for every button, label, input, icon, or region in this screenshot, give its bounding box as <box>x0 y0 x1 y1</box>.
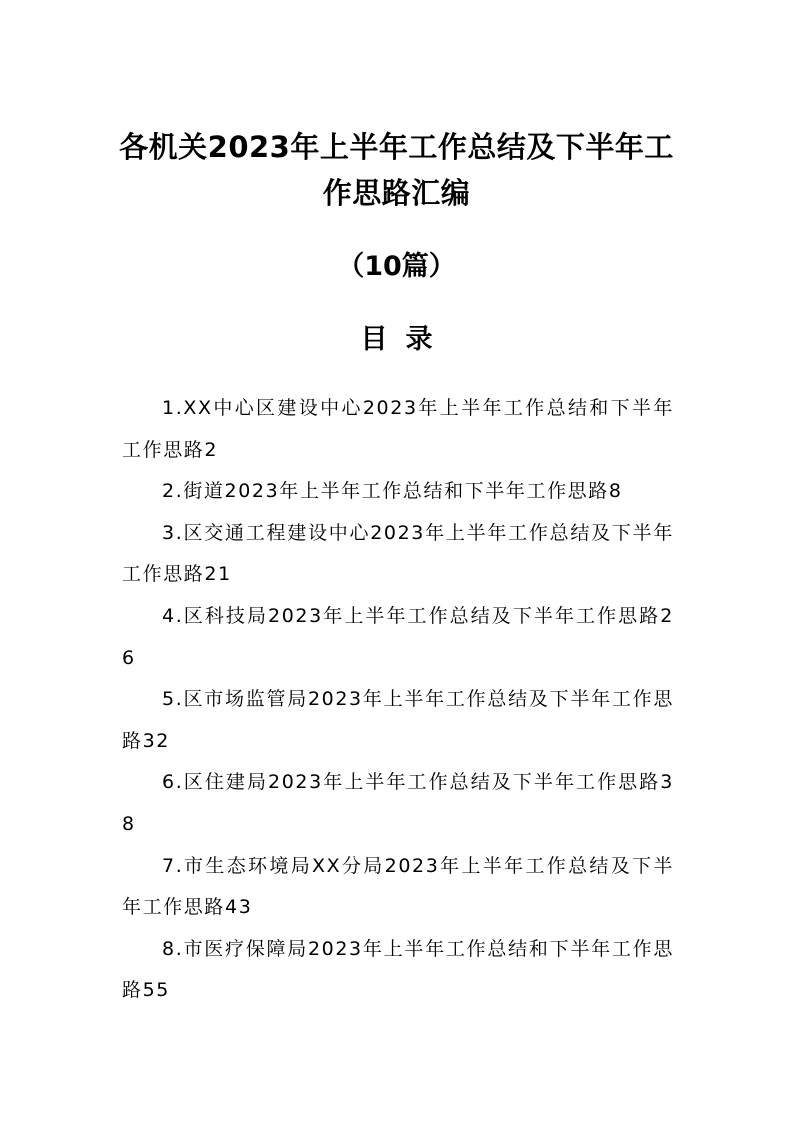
toc-item-3[interactable]: 3.区交通工程建设中心2023年上半年工作总结及下半年工作思路21 <box>122 521 674 586</box>
document-title-line-2: 作思路汇编 <box>322 176 471 210</box>
toc-item-7[interactable]: 7.市生态环境局XX分局2023年上半年工作总结及下半年工作思路43 <box>122 854 674 919</box>
toc-item-8[interactable]: 8.市医疗保障局2023年上半年工作总结和下半年工作思路55 <box>122 937 674 1002</box>
toc-item-4[interactable]: 4.区科技局2023年上半年工作总结及下半年工作思路26 <box>122 604 674 669</box>
table-of-contents <box>122 388 674 1012</box>
toc-item-1[interactable]: 1.XX中心区建设中心2023年上半年工作总结和下半年工作思路2 <box>122 397 674 461</box>
document-count-label: （10篇） <box>337 251 456 282</box>
toc-item-5[interactable]: 5.区市场监管局2023年上半年工作总结及下半年工作思路32 <box>122 688 674 752</box>
toc-item-6[interactable]: 6.区住建局2023年上半年工作总结及下半年工作思路38 <box>122 771 674 835</box>
document-title-line-1: 各机关2023年上半年工作总结及下半年工 <box>119 130 674 164</box>
toc-heading: 目录 <box>360 324 451 355</box>
toc-item-2[interactable]: 2.街道2023年上半年工作总结和下半年工作思路8 <box>162 480 623 503</box>
